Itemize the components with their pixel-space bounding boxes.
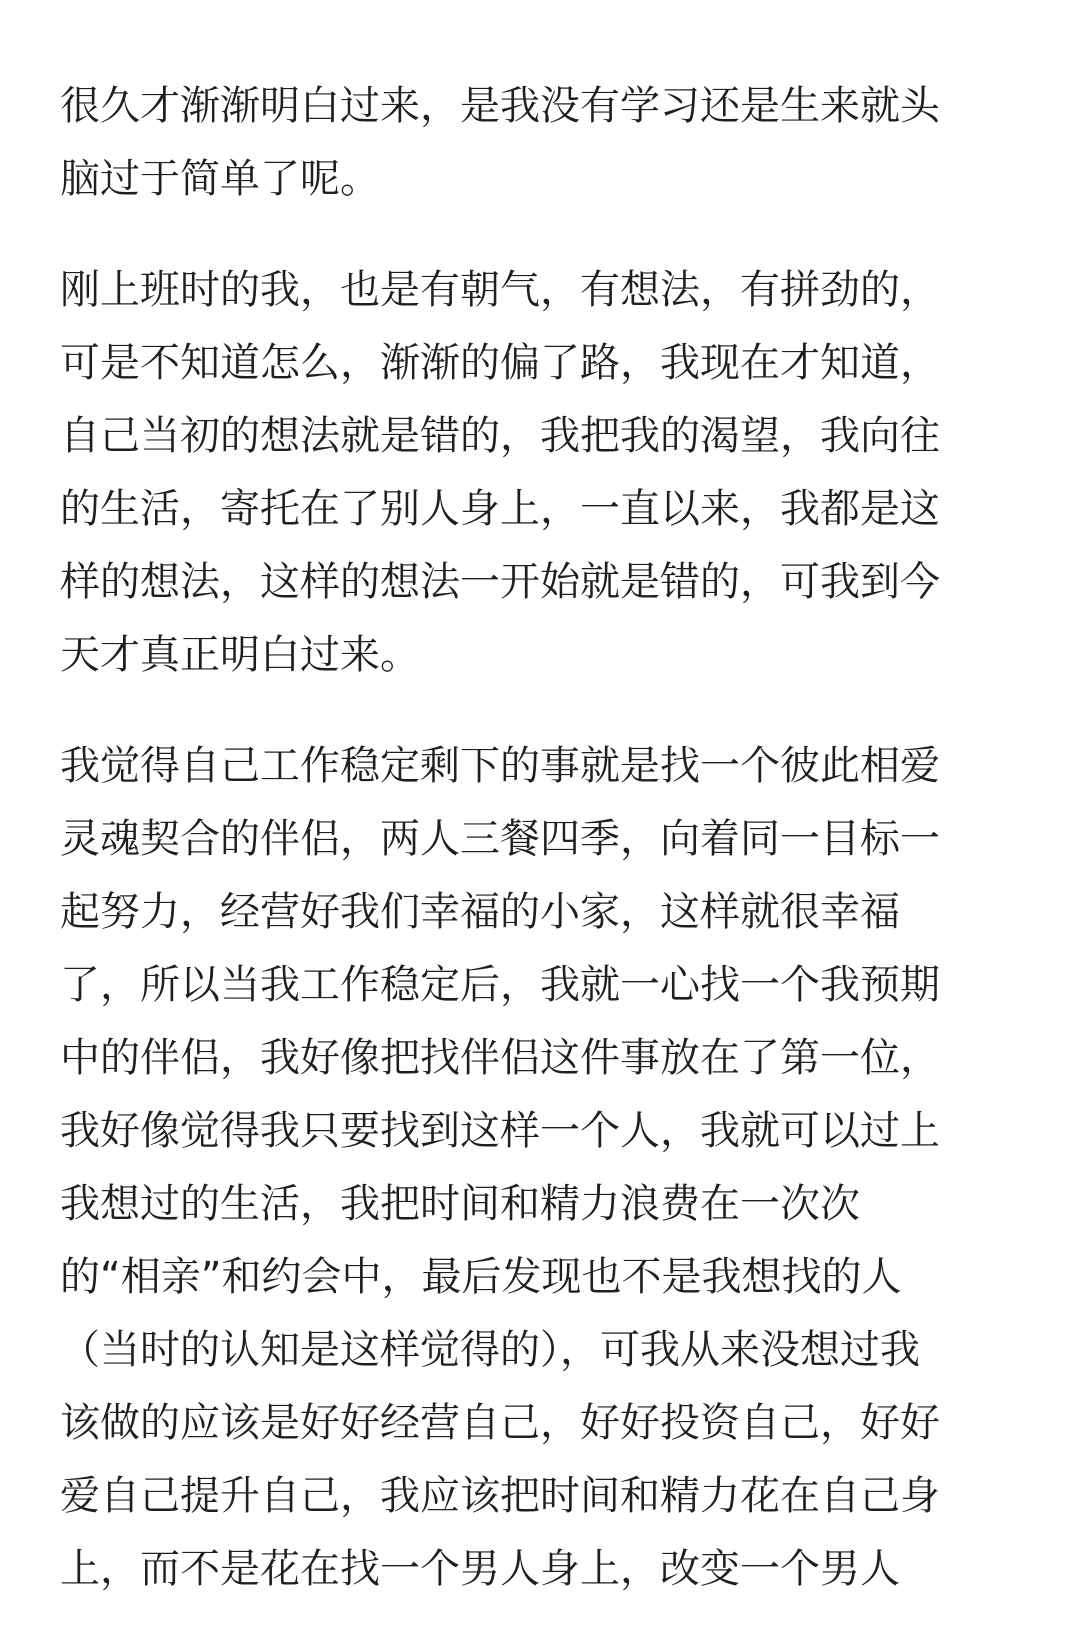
text-line: 上，而不是花在找一个男人身上，改变一个男人 — [60, 1546, 900, 1592]
text-line: 可是不知道怎么，渐渐的偏了路，我现在才知道， — [60, 340, 940, 386]
text-line: 的“相亲”和约会中，最后发现也不是我想找的人 — [60, 1254, 902, 1300]
text-line: 我觉得自己工作稳定剩下的事就是找一个彼此相爱 — [60, 743, 940, 789]
text-line: 刚上班时的我，也是有朝气，有想法，有拼劲的， — [60, 267, 940, 313]
text-line: 该做的应该是好好经营自己，好好投资自己，好好 — [60, 1400, 940, 1446]
text-line: 中的伴侣，我好像把找伴侣这件事放在了第一位， — [60, 1035, 940, 1081]
text-line: 我好像觉得我只要找到这样一个人，我就可以过上 — [60, 1108, 940, 1154]
text-line: 起努力，经营好我们幸福的小家，这样就很幸福 — [60, 889, 900, 935]
text-line: 样的想法，这样的想法一开始就是错的，可我到今 — [60, 559, 940, 605]
text-line: 我想过的生活，我把时间和精力浪费在一次次 — [60, 1181, 860, 1227]
text-line: 灵魂契合的伴侣，两人三餐四季，向着同一目标一 — [60, 816, 940, 862]
text-line: 天才真正明白过来。 — [60, 632, 420, 678]
text-line: 爱自己提升自己，我应该把时间和精力花在自己身 — [60, 1473, 940, 1519]
text-line: （当时的认知是这样觉得的），可我从来没想过我 — [60, 1327, 920, 1373]
text-line: 脑过于简单了呢。 — [60, 156, 380, 202]
text-line: 了，所以当我工作稳定后，我就一心找一个我预期 — [60, 962, 940, 1008]
text-line: 自己当初的想法就是错的，我把我的渴望，我向往 — [60, 413, 940, 459]
paragraph-2 — [60, 254, 1020, 692]
paragraph-1 — [60, 70, 1020, 216]
text-line: 很久才渐渐明白过来，是我没有学习还是生来就头 — [60, 83, 940, 129]
paragraph-3 — [60, 730, 1020, 1606]
article-body — [60, 70, 1020, 1606]
text-line: 的生活，寄托在了别人身上，一直以来，我都是这 — [60, 486, 940, 532]
